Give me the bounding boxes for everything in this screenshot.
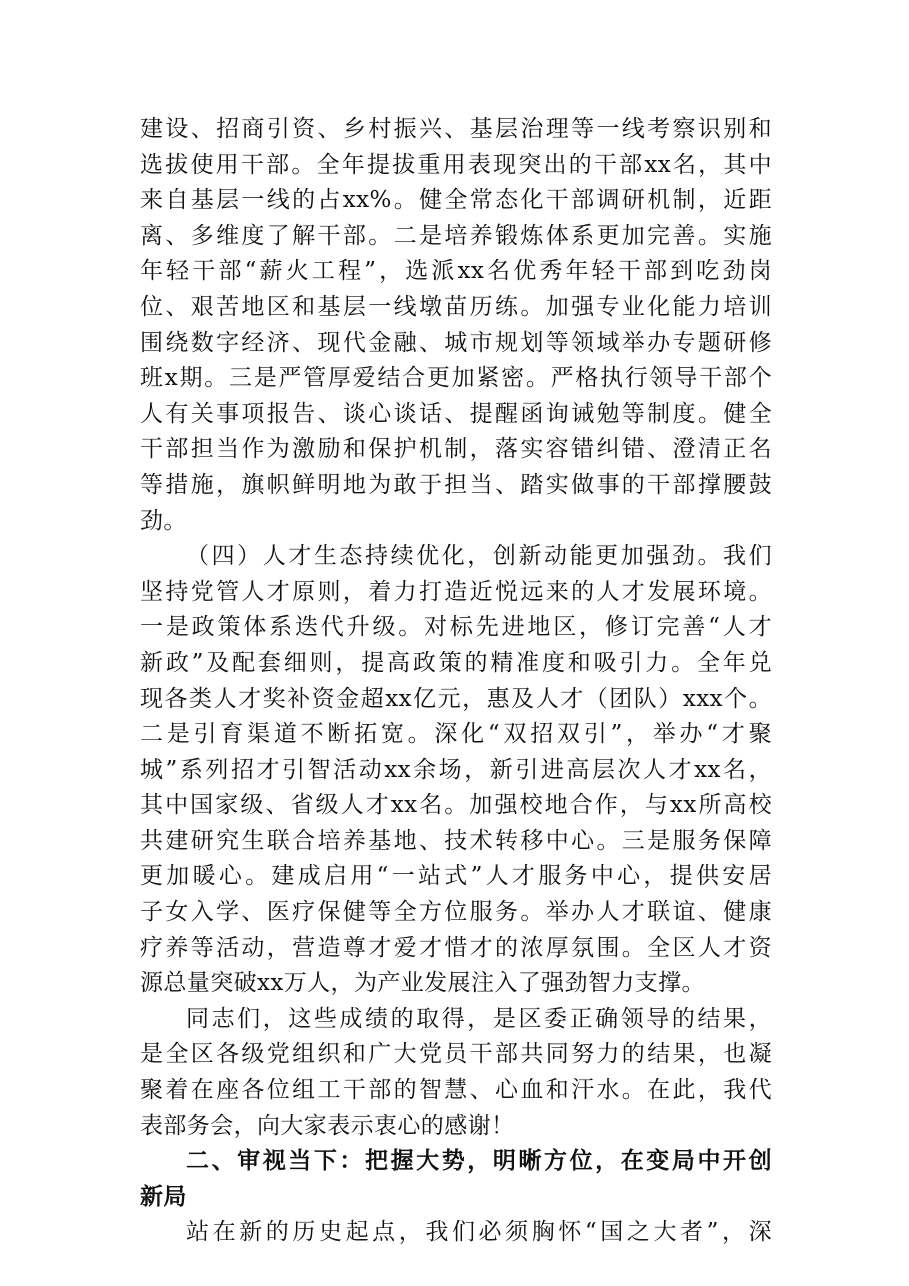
paragraph-line: 是全区各级党组织和广大党员干部共同努力的结果，也凝 (140, 1041, 772, 1068)
paragraph-line: 表部务会，向大家表示衷心的感谢！ (140, 1112, 515, 1139)
paragraph-line: 班x期。三是严管厚爱结合更加紧密。严格执行领导干部个 (140, 365, 772, 392)
paragraph-line: 聚着在座各位组工干部的智慧、心血和汗水。在此，我代 (140, 1077, 772, 1104)
paragraph-line: 更加暖心。建成启用“一站式”人才服务中心，提供安居 (140, 863, 772, 890)
paragraph-line: 二是引育渠道不断拓宽。深化“双招双引”，举办“才聚 (140, 721, 772, 748)
document-body (140, 112, 772, 1251)
paragraph-line: 其中国家级、省级人才xx名。加强校地合作，与xx所高校 (140, 792, 772, 819)
paragraph-line: （四）人才生态持续优化，创新动能更加强劲。我们 (186, 543, 772, 570)
paragraph-line: 子女入学、医疗保健等全方位服务。举办人才联谊、健康 (140, 899, 772, 926)
paragraph-line: 坚持党管人才原则，着力打造近悦远来的人才发展环境。 (140, 578, 772, 605)
paragraph-line: 现各类人才奖补资金超xx亿元，惠及人才（团队）xxx个。 (140, 685, 772, 712)
paragraph-line: 人有关事项报告、谈心谈话、提醒函询诫勉等制度。健全 (140, 400, 772, 427)
paragraph-line: 同志们，这些成绩的取得，是区委正确领导的结果， (186, 1005, 772, 1032)
paragraph-line: 疗养等活动，营造尊才爱才惜才的浓厚氛围。全区人才资 (140, 934, 772, 961)
paragraph-line: 站在新的历史起点，我们必须胸怀“国之大者”，深 (186, 1219, 772, 1246)
paragraph-line: 共建研究生联合培养基地、技术转移中心。三是服务保障 (140, 827, 772, 854)
paragraph-line: 城”系列招才引智活动xx余场，新引进高层次人才xx名， (140, 756, 772, 783)
paragraph-line: 来自基层一线的占xx%。健全常态化干部调研机制，近距 (140, 187, 772, 214)
paragraph-line: 源总量突破xx万人，为产业发展注入了强劲智力支撑。 (140, 970, 705, 997)
paragraph-line: 围绕数字经济、现代金融、城市规划等领域举办专题研修 (140, 329, 772, 356)
paragraph-line: 劲。 (140, 507, 187, 534)
paragraph-line: 干部担当作为激励和保护机制，落实容错纠错、澄清正名 (140, 436, 772, 463)
paragraph-line: 一是政策体系迭代升级。对标先进地区，修订完善“人才 (140, 614, 772, 641)
paragraph-line: 选拔使用干部。全年提拔重用表现突出的干部xx名，其中 (140, 151, 772, 178)
paragraph-line: 离、多维度了解干部。二是培养锻炼体系更加完善。实施 (140, 222, 772, 249)
paragraph-line: 新政”及配套细则，提高政策的精准度和吸引力。全年兑 (140, 649, 772, 676)
paragraph-line: 等措施，旗帜鲜明地为敢于担当、踏实做事的干部撑腰鼓 (140, 471, 772, 498)
section-heading-line: 新局 (140, 1183, 187, 1210)
paragraph-line: 建设、招商引资、乡村振兴、基层治理等一线考察识别和 (140, 116, 772, 142)
section-heading-line: 二、审视当下：把握大势，明晰方位，在变局中开创 (186, 1148, 772, 1175)
paragraph-line: 位、艰苦地区和基层一线墩苗历练。加强专业化能力培训 (140, 293, 772, 320)
paragraph-line: 年轻干部“薪火工程”，选派xx名优秀年轻干部到吃劲岗 (140, 258, 772, 285)
